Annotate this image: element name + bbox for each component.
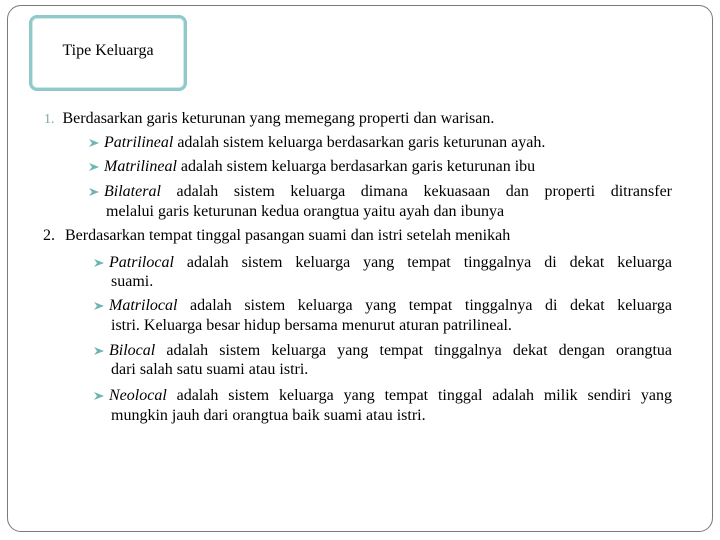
- item-text: adalah sistem keluarga berdasarkan garis keturunan ayah.: [177, 134, 546, 151]
- item-text: adalah sistem keluarga dimana kekuasaan dan properti ditransfer: [176, 183, 673, 200]
- section2-heading-line: [43, 226, 510, 245]
- bullet-icon: [93, 301, 105, 311]
- list-item-continuation: dari salah satu suami atau istri.: [111, 361, 309, 378]
- list-item-continuation: suami.: [111, 273, 154, 290]
- item-text: adalah sistem keluarga yang tempat tinggalnya di dekat keluarga: [186, 254, 673, 271]
- bullet-icon: [93, 391, 105, 401]
- item-term: Matrilocal: [109, 297, 178, 314]
- bullet-icon: [88, 138, 100, 148]
- item-term: Neolocal: [109, 387, 167, 404]
- item-term: Patrilocal: [109, 254, 174, 271]
- section1-heading-line: [44, 109, 494, 129]
- section1-number: 1.: [44, 112, 55, 127]
- item-text: adalah sistem keluarga yang tempat tinggalnya di dekat keluarga: [190, 297, 672, 314]
- bullet-icon: [88, 187, 100, 197]
- item-term: Bilocal: [109, 342, 156, 359]
- list-item: [88, 157, 535, 176]
- section2-heading: Berdasarkan tempat tinggal pasangan suami dan istri setelah menikah: [65, 227, 511, 244]
- list-item: [88, 133, 545, 152]
- slide-title: Tipe Keluarga: [62, 42, 154, 59]
- list-item: [93, 253, 672, 272]
- list-item-continuation: istri. Keluarga besar hidup bersama menurut aturan patrilineal.: [111, 317, 512, 334]
- bullet-icon: [88, 162, 100, 172]
- item-term: Patrilineal: [104, 134, 174, 151]
- list-item: [88, 182, 672, 201]
- bullet-icon: [93, 346, 105, 356]
- bullet-icon: [93, 258, 105, 268]
- list-item: [93, 341, 672, 360]
- section2-number: 2.: [43, 227, 55, 244]
- list-item: [93, 296, 672, 315]
- list-item-continuation: mungkin jauh dari orangtua baik suami atau istri.: [111, 407, 426, 424]
- section1-heading: Berdasarkan garis keturunan yang memegang properti dan warisan.: [62, 110, 495, 127]
- item-text: adalah sistem keluarga yang tempat tinggalnya dekat dengan orangtua: [166, 342, 673, 359]
- item-text: adalah sistem keluarga yang tempat tinggal adalah milik sendiri yang: [176, 387, 673, 404]
- item-term: Bilateral: [104, 183, 161, 200]
- item-term: Matrilineal: [104, 158, 177, 175]
- item-text: adalah sistem keluarga berdasarkan garis keturunan ibu: [180, 158, 536, 175]
- list-item: [93, 386, 672, 405]
- list-item-continuation: melalui garis keturunan kedua orangtua yaitu ayah dan ibunya: [106, 203, 505, 220]
